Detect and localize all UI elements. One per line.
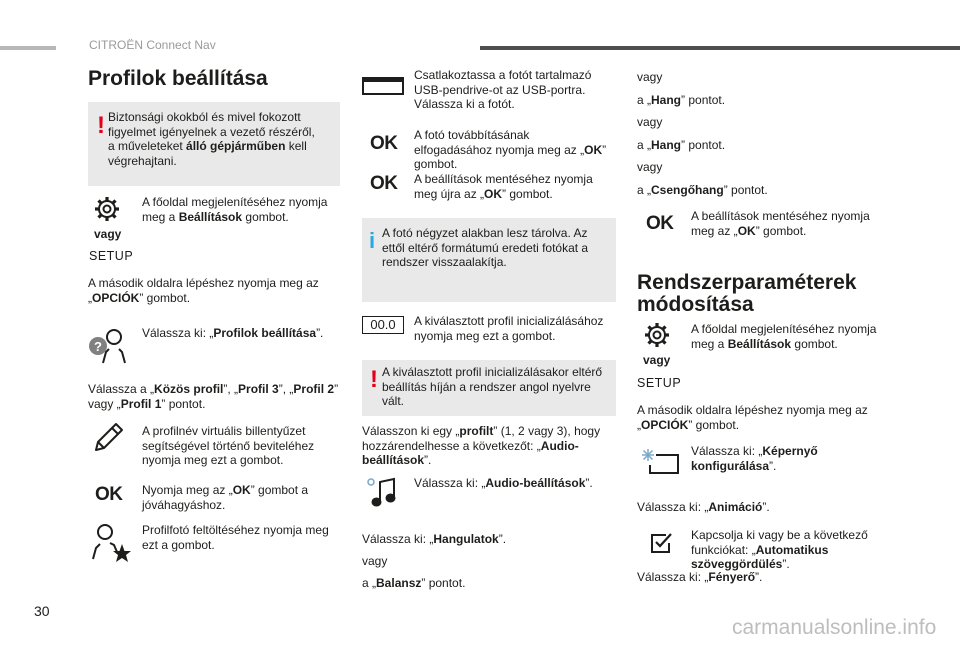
animacio-text: Válassza ki: „Animáció”. [637,500,770,514]
gear-icon [92,194,122,224]
step-ok: Nyomja meg az „OK” gombot a jóváhagyáshoz. [142,483,309,512]
gear-icon [642,320,672,350]
warning-text: A kiválasztott profil inicializálásakor eltérő beállítás híján a rendszer angol nyelvre vált. [382,365,603,408]
screen-config-icon [640,447,680,477]
section-title: Rendszerparaméterek módosítása [637,271,857,316]
auto-scroll-text: Kapcsolja ki vagy be a következő funkciókat: „Automatikus szöveggördülés”. [691,528,868,571]
page-number: 30 [34,603,50,619]
vagy-label: vagy [643,353,671,367]
profile-question-icon [88,326,128,366]
warning-icon: ! [370,366,378,393]
warning-box [88,102,340,186]
balansz-text: a „Balansz” pontot. [362,576,466,590]
usb-text: Csatlakoztassa a fotót tartalmazó USB-pendrive-ot az USB-portra. Válassza ki a fotót. [414,68,592,111]
header-right-bar [480,46,960,50]
hangulatok-text: Válassza ki: „Hangulatok”. [362,532,507,546]
step-photo: Profilfotó feltöltéséhez nyomja meg ezt a gombot. [142,523,329,552]
warning-text: Biztonsági okokból és mivel fokozott figyelmet igényelnek a vezető részéről, a műveleteket álló gépjárműben kell végrehajtani. [108,110,315,168]
ok-save-text: A beállítások mentéséhez nyomja meg az „OK” gombot. [691,209,870,238]
reset-counter-icon [362,316,404,334]
setup-label: SETUP [89,249,134,263]
info-text: A fotó négyzet alakban lesz tárolva. Az ettől eltérő formátumú eredeti fotókat a rendszer visszaalakítja. [382,226,589,269]
hang-text: a „Hang” pontot. [637,138,726,152]
page-title: Profilok beállítása [88,67,268,90]
reset-counter-label: 00.0 [370,317,396,332]
ok-icon: OK [646,213,674,234]
screen-config-text: Válassza ki: „Képernyő konfigurálása”. [691,444,818,473]
header-left-bar [0,46,56,50]
warning-icon: ! [97,112,105,139]
fenyero-text: Válassza ki: „Fényerő”. [637,570,763,584]
step-options: A második oldalra lépéshez nyomja meg az „OPCIÓK” gombot. [637,403,868,432]
vagy-text: vagy [637,70,663,84]
svg-text:?: ? [94,339,102,354]
watermark: carmanualsonline.info [732,616,937,639]
vagy-text: vagy [637,115,663,129]
step-select-profile: Válassza ki: „Profilok beállítása”. [142,326,324,340]
checkbox-icon [650,532,672,554]
hang-text: a „Hang” pontot. [637,93,726,107]
warning-box [362,360,616,416]
info-icon: i [369,228,376,253]
vagy-label: vagy [94,227,122,241]
header-brand: CITROËN Connect Nav [89,38,216,52]
ok-icon: OK [370,173,398,194]
ok-icon: OK [95,484,123,505]
step-keyboard: A profilnév virtuális billentyűzet segítségével történő beviteléhez nyomja meg ezt a gombot. [142,424,315,467]
pencil-icon [92,420,126,454]
vagy-text: vagy [362,554,388,568]
step-settings: A főoldal megjelenítéséhez nyomja meg a Beállítások gombot. [142,195,328,224]
audio-settings-text: Válassza ki: „Audio-beállítások”. [414,476,593,490]
vagy-text: vagy [637,160,663,174]
step-options: A második oldalra lépéshez nyomja meg az „OPCIÓK” gombot. [88,276,319,305]
page-header [0,0,960,58]
audio-settings-icon [366,476,400,510]
setup-label: SETUP [637,376,682,390]
info-box [362,218,616,302]
ok-icon: OK [370,133,398,154]
ok-save-text: A beállítások mentéséhez nyomja meg újra az „OK” gombot. [414,172,593,201]
usb-icon [362,76,404,96]
ok-accept-text: A fotó továbbításának elfogadásához nyomja meg az „OK” gombot. [414,128,607,171]
step-choose-profile: Válassza a „Közös profil”, „Profil 3”, „Profil 2” vagy „Profil 1” pontot. [88,382,339,411]
profile-assign-text: Válasszon ki egy „profilt” (1, 2 vagy 3), hogy hozzárendelhesse a következőt: „Audio- beállítások”. [362,424,601,467]
profile-photo-icon [88,522,132,562]
csengohang-text: a „Csengőhang” pontot. [637,183,768,197]
reset-text: A kiválasztott profil inicializálásához nyomja meg ezt a gombot. [414,314,604,343]
step-settings: A főoldal megjelenítéséhez nyomja meg a Beállítások gombot. [691,322,877,351]
